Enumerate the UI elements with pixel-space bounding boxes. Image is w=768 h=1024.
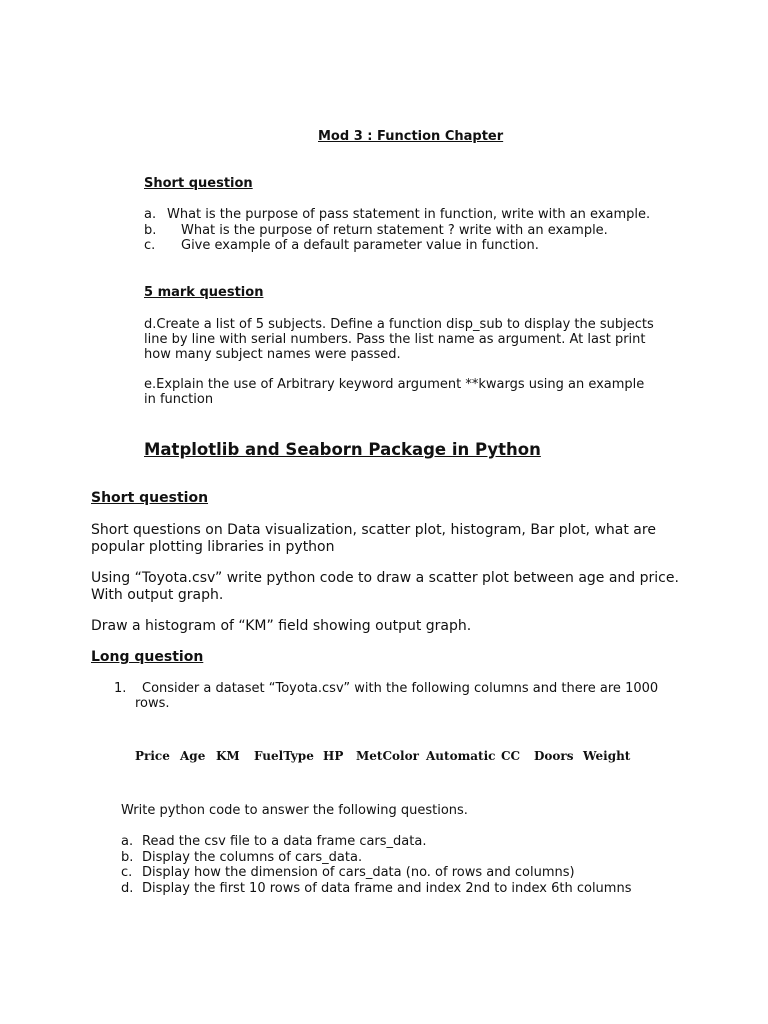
mod3-short-heading: Short question <box>144 176 253 191</box>
mod3-question-d <box>144 317 654 362</box>
mod3-short-item-a <box>144 207 651 222</box>
list-marker: 1. <box>114 681 127 696</box>
list-text: What is the purpose of return statement ? write with an example. <box>181 223 608 238</box>
list-text: Read the csv file to a data frame cars_data. <box>142 834 427 849</box>
column-name: HP <box>323 749 344 763</box>
sub-question-list <box>121 834 632 896</box>
matplotlib-title: Matplotlib and Seaborn Package in Python <box>144 440 541 459</box>
list-marker: c. <box>144 238 156 253</box>
list-marker: d. <box>121 880 134 896</box>
text-line: how many subject names were passed. <box>144 347 401 362</box>
long-question-heading: Long question <box>91 649 204 665</box>
column-name: CC <box>501 749 521 763</box>
long-question-item-1 <box>114 681 659 711</box>
list-text-continued: rows. <box>135 696 170 711</box>
list-marker: b. <box>144 223 157 238</box>
paragraph-2 <box>91 570 679 604</box>
list-item <box>121 849 363 866</box>
mod3-five-mark-heading: 5 mark question <box>144 285 264 300</box>
list-text: Display the columns of cars_data. <box>142 849 363 865</box>
dataset-columns-row <box>0 749 768 765</box>
mod3-short-item-c <box>144 238 539 253</box>
list-marker: a. <box>121 834 134 849</box>
column-name: Price <box>135 749 170 763</box>
mod3-short-item-b <box>144 223 608 238</box>
column-name: Age <box>180 749 206 763</box>
list-item <box>121 865 575 881</box>
list-text: What is the purpose of pass statement in function, write with an example. <box>167 207 651 222</box>
column-name: Doors <box>534 749 574 763</box>
mod3-title: Mod 3 : Function Chapter <box>318 129 504 144</box>
text-line: e.Explain the use of Arbitrary keyword argument **kwargs using an example <box>144 377 645 392</box>
text-line: popular plotting libraries in python <box>91 539 335 555</box>
list-text: Consider a dataset “Toyota.csv” with the following columns and there are 1000 <box>142 681 659 696</box>
matplotlib-short-heading: Short question <box>91 490 209 506</box>
list-text: Give example of a default parameter value in function. <box>181 238 539 253</box>
text-line: Short questions on Data visualization, scatter plot, histogram, Bar plot, what are <box>91 522 656 538</box>
paragraph-1 <box>91 522 656 556</box>
text-line: With output graph. <box>91 587 224 603</box>
list-item <box>121 880 632 897</box>
column-name: Automatic <box>426 749 496 763</box>
text-line: Using “Toyota.csv” write python code to draw a scatter plot between age and price. <box>91 570 679 586</box>
paragraph-3: Draw a histogram of “KM” field showing output graph. <box>91 618 472 634</box>
mod3-question-e <box>144 377 644 407</box>
column-name: Weight <box>583 749 631 763</box>
text-line: d.Create a list of 5 subjects. Define a function disp_sub to display the subjects <box>144 317 654 332</box>
list-marker: c. <box>121 865 133 880</box>
list-item <box>121 834 427 850</box>
list-text: Display how the dimension of cars_data (no. of rows and columns) <box>142 865 575 880</box>
column-name: KM <box>216 749 240 763</box>
instruction-text: Write python code to answer the following questions. <box>121 803 468 818</box>
list-text: Display the first 10 rows of data frame and index 2nd to index 6th columns <box>142 880 632 896</box>
text-line: line by line with serial numbers. Pass the list name as argument. At last print <box>144 332 646 347</box>
text-line: in function <box>144 392 214 407</box>
list-marker: a. <box>144 207 157 222</box>
column-name: FuelType <box>254 749 314 763</box>
column-name: MetColor <box>356 749 419 763</box>
list-marker: b. <box>121 849 134 865</box>
